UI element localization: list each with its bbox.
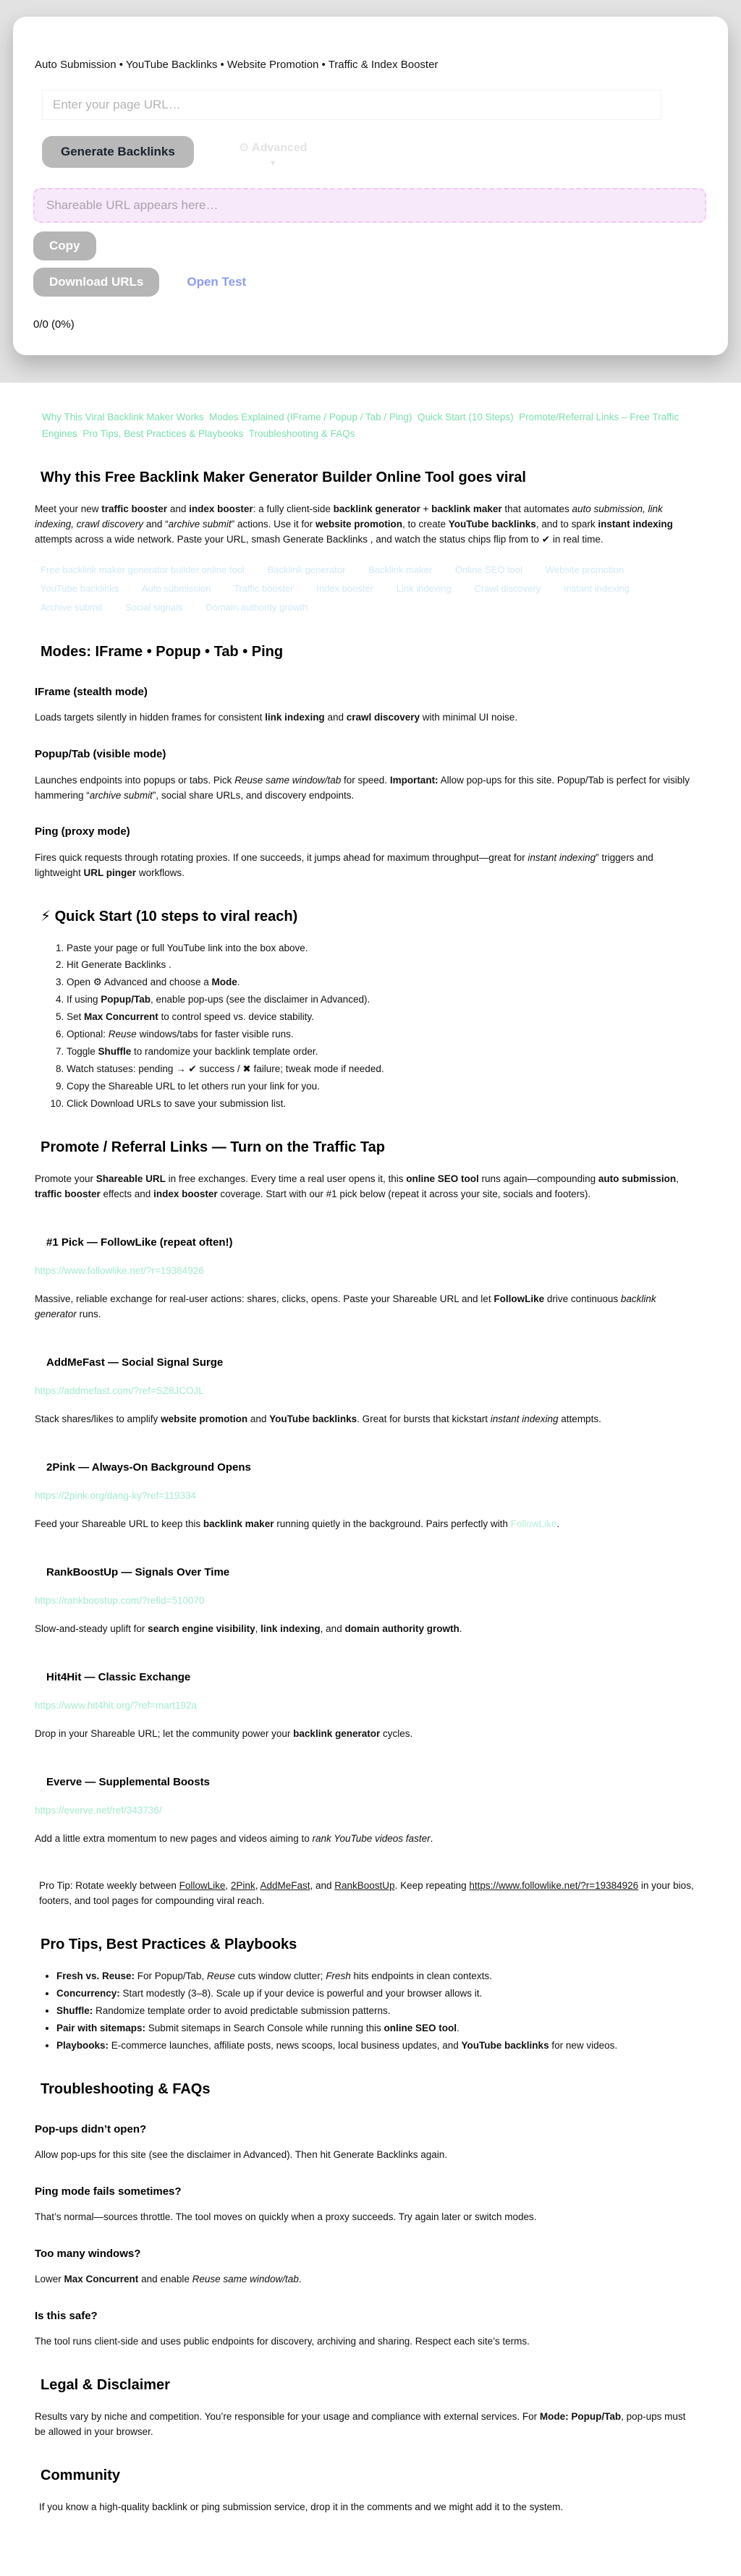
- text-run: with minimal UI noise.: [420, 712, 518, 723]
- referral-heading: #1 Pick — FollowLike (repeat often!): [46, 1236, 233, 1249]
- chevron-down-icon: ▾: [271, 158, 276, 168]
- text-run: Shuffle: [98, 1046, 132, 1058]
- toc-link[interactable]: Why This Viral Backlink Maker Works: [42, 412, 204, 422]
- text-run: website promotion: [161, 1413, 248, 1424]
- text-run: . Great for bursts that kickstart: [357, 1413, 491, 1424]
- text-run: Fresh vs. Reuse:: [56, 1970, 135, 1981]
- text-run: Important:: [389, 774, 439, 786]
- text-run: .: [459, 1623, 462, 1634]
- text-run: For Popup/Tab,: [135, 1970, 207, 1981]
- text-run: ” triggers and lightweight: [35, 851, 653, 878]
- paragraph: [35, 2272, 697, 2287]
- paragraph: [35, 2334, 697, 2350]
- text-run: , and to spark: [535, 519, 598, 530]
- subsection-heading: Ping (proxy mode): [35, 825, 130, 838]
- text-run: coverage. Start with our #1 pick below (repeat it across your site, socials and footers).: [217, 1188, 591, 1199]
- text-run: backlink maker: [203, 1518, 274, 1529]
- tagline: Auto Submission • YouTube Backlinks • Website Promotion • Traffic & Index Booster: [35, 59, 439, 71]
- download-urls-button[interactable]: Download URLs: [33, 268, 159, 297]
- list-item: [56, 2004, 697, 2019]
- subsection-heading: Too many windows?: [35, 2247, 141, 2260]
- paragraph: [35, 2148, 697, 2163]
- list-item: [67, 1079, 697, 1094]
- text-run: archive submit: [89, 789, 153, 801]
- text-run: traffic booster: [35, 1188, 101, 1199]
- text-run: YouTube backlinks: [269, 1413, 357, 1424]
- list-item: [67, 1027, 697, 1042]
- text-run: instant indexing: [528, 851, 596, 863]
- referral-url[interactable]: https://www.hit4hit.org/?ref=mart192a: [35, 1700, 197, 1712]
- text-run: , to create: [402, 519, 449, 530]
- text-run: : a fully client-side: [253, 503, 334, 515]
- text-run: to randomize your backlink template order.: [131, 1046, 318, 1058]
- hero-section: [0, 0, 741, 383]
- backlink-tool-card: [13, 17, 728, 355]
- text-run: Hit Generate Backlinks .: [67, 959, 172, 971]
- quick-start-list: [35, 941, 697, 1112]
- advanced-toggle[interactable]: [239, 136, 308, 168]
- referral-heading: AddMeFast — Social Signal Surge: [46, 1356, 224, 1369]
- generate-backlinks-button[interactable]: Generate Backlinks: [42, 136, 194, 168]
- toc-link[interactable]: Troubleshooting & FAQs: [248, 428, 355, 440]
- keyword-tag: Backlink maker: [368, 564, 433, 576]
- shareable-url-field[interactable]: [33, 188, 706, 223]
- paragraph: [35, 2410, 697, 2440]
- keyword-tag: Auto submission: [141, 582, 211, 594]
- text-run: Playbooks:: [56, 2039, 109, 2051]
- text-run: and “: [143, 519, 169, 530]
- text-run: Reuse: [108, 1029, 137, 1040]
- list-item: [56, 1986, 697, 2002]
- section-heading: Troubleshooting & FAQs: [41, 2080, 211, 2097]
- toc-link[interactable]: Pro Tips, Best Practices & Playbooks: [82, 428, 244, 440]
- text-run: ,: [225, 1880, 231, 1892]
- referral-heading: 2Pink — Always-On Background Opens: [46, 1461, 251, 1474]
- text-run: for speed.: [341, 774, 390, 786]
- text-run: Feed your Shareable URL to keep this: [35, 1518, 203, 1529]
- referral-link-row: [35, 1699, 697, 1714]
- text-run: YouTube backlinks: [461, 2039, 549, 2051]
- text-run: effects and: [100, 1188, 154, 1199]
- inline-link[interactable]: FollowLike: [179, 1880, 226, 1892]
- text-run: link indexing: [261, 1623, 321, 1634]
- section-heading: Modes: IFrame • Popup • Tab • Ping: [41, 644, 284, 660]
- section-heading: Legal & Disclaimer: [41, 2377, 170, 2394]
- text-run: Lower: [35, 2274, 64, 2285]
- text-run: runs.: [76, 1308, 101, 1319]
- list-item: [67, 958, 697, 973]
- paragraph: [35, 2210, 697, 2225]
- paragraph: [35, 1727, 697, 1742]
- text-run: .: [456, 2022, 460, 2033]
- inline-link[interactable]: FollowLike: [510, 1518, 557, 1529]
- text-run: The tool runs client-side and uses public endpoints for discovery, archiving and sharing. Respect each site’s terms.: [35, 2336, 530, 2347]
- inline-link[interactable]: 2Pink: [230, 1880, 255, 1892]
- subsection-heading: Pop-ups didn’t open?: [35, 2122, 147, 2135]
- paragraph: [35, 1832, 697, 1847]
- text-run: hits endpoints in clean contexts.: [350, 1970, 492, 1981]
- text-run: Mode: Popup/Tab: [539, 2411, 622, 2423]
- list-item: [67, 1045, 697, 1060]
- text-run: online SEO tool: [384, 2022, 457, 2033]
- text-run: cycles.: [380, 1728, 413, 1740]
- open-test-link[interactable]: Open Test: [187, 275, 247, 289]
- text-run: Set: [67, 1011, 85, 1023]
- section-heading: Pro Tips, Best Practices & Playbooks: [41, 1936, 297, 1952]
- text-run: index booster: [189, 503, 253, 515]
- referral-heading: Hit4Hit — Classic Exchange: [46, 1670, 191, 1683]
- keyword-tag: Traffic booster: [234, 582, 294, 594]
- section-heading: Why this Free Backlink Maker Generator Builder Online Tool goes viral: [41, 469, 526, 486]
- paragraph: [35, 1172, 697, 1202]
- keyword-tag: Link indexing: [396, 582, 452, 594]
- gear-icon: ⚙: [238, 142, 250, 154]
- referral-link-row: [35, 1489, 697, 1504]
- list-item: [67, 975, 697, 990]
- text-run: Fires quick requests through rotating proxies. If one succeeds, it jumps ahead for maximum throughput—great for: [35, 851, 528, 863]
- keyword-tags: [41, 561, 697, 616]
- text-run: . Keep repeating: [394, 1880, 470, 1892]
- text-run: Stack shares/likes to amplify: [35, 1413, 161, 1424]
- text-run: Optional:: [67, 1029, 109, 1040]
- paragraph: [35, 1412, 697, 1427]
- paragraph: [35, 851, 697, 881]
- text-run: Add a little extra momentum to new pages and videos aiming to: [35, 1833, 313, 1845]
- text-run: Max Concurrent: [64, 2274, 139, 2285]
- list-item: [67, 1062, 697, 1077]
- text-run: for new videos.: [549, 2039, 618, 2051]
- referral-heading: RankBoostUp — Signals Over Time: [46, 1565, 230, 1578]
- text-run: ,: [676, 1173, 679, 1184]
- text-run: Drop in your Shareable URL; let the community power your: [35, 1728, 294, 1740]
- text-run: backlink maker: [431, 503, 502, 515]
- referral-url[interactable]: https://addmefast.com/?ref=SZ8JCOJL: [35, 1385, 204, 1396]
- text-run: cuts window clutter;: [234, 1970, 326, 1981]
- text-run: That’s normal—sources throttle. The tool moves on quickly when a proxy succeeds. Try again later or switch modes.: [35, 2211, 537, 2222]
- list-item: [56, 2021, 697, 2036]
- text-run: instant indexing: [598, 519, 673, 530]
- actions-row: [42, 136, 706, 168]
- text-run: in free exchanges. Every time a real user opens it, this: [165, 1173, 407, 1184]
- text-run: , pop-ups must be allowed in your browser.: [35, 2411, 686, 2438]
- referral-url[interactable]: https://rankboostup.com/?refid=510070: [35, 1595, 205, 1607]
- text-run: URL pinger: [83, 867, 137, 878]
- section-heading: Community: [41, 2467, 120, 2484]
- content-section: [0, 383, 741, 2576]
- text-run: online SEO tool: [406, 1173, 479, 1184]
- subsection-heading: Ping mode fails sometimes?: [35, 2185, 182, 2198]
- article-body: [35, 467, 697, 2515]
- paragraph: [35, 1517, 697, 1532]
- text-run: runs again—compounding: [478, 1173, 598, 1184]
- paragraph: [35, 710, 697, 726]
- subsection-heading: Is this safe?: [35, 2310, 98, 2323]
- referral-link-row: [35, 1384, 697, 1399]
- text-run: in your bios, footers, and tool pages for compounding viral reach.: [39, 1880, 694, 1907]
- text-run: Popup/Tab: [101, 994, 151, 1006]
- text-run: traffic booster: [101, 503, 168, 515]
- text-run: and: [247, 1413, 270, 1424]
- download-row: [33, 268, 706, 297]
- text-run: domain authority growth: [344, 1623, 460, 1634]
- text-run: instant indexing: [490, 1413, 559, 1424]
- text-run: Click Download URLs to save your submission list.: [67, 1097, 287, 1109]
- text-run: .: [298, 2274, 302, 2285]
- text-run: Copy the Shareable URL to let others run your link for you.: [67, 1080, 320, 1092]
- text-run: Randomize template order to avoid predictable submission patterns.: [93, 2005, 391, 2016]
- text-run: Open ⚙ Advanced and choose a: [67, 977, 212, 988]
- paragraph: [35, 1622, 697, 1637]
- text-run: auto submission, link indexing, crawl discovery: [35, 503, 663, 530]
- keyword-tag: Archive submit: [41, 601, 103, 613]
- text-run: Fresh: [326, 1970, 351, 1981]
- text-run: Start modestly (3–8). Scale up if your device is powerful and your browser allows it.: [119, 1987, 483, 1999]
- text-run: , enable pop-ups (see the disclaimer in Advanced).: [151, 994, 370, 1006]
- text-run: Meet your new: [35, 503, 102, 515]
- referral-url[interactable]: https://everve.net/ref/343736/: [35, 1805, 162, 1816]
- text-run: ”, social share URLs, and discovery endpoints.: [152, 789, 355, 801]
- keyword-tag: Online SEO tool: [454, 564, 523, 576]
- text-run: Watch statuses: pending → ✔ success / ✖ failure; tweak mode if needed.: [67, 1063, 384, 1075]
- text-run: YouTube backlinks: [448, 519, 536, 530]
- text-run: Pair with sitemaps:: [56, 2022, 146, 2033]
- subsection-heading: Popup/Tab (visible mode): [35, 748, 166, 761]
- text-run: If using: [67, 994, 101, 1006]
- paragraph: [35, 502, 697, 548]
- text-run: Launches endpoints into popups or tabs. Pick: [35, 774, 235, 786]
- page-url-input[interactable]: [42, 90, 661, 120]
- advanced-label: Advanced: [252, 142, 308, 154]
- text-run: that automates: [501, 503, 572, 515]
- list-item: [67, 1097, 697, 1112]
- text-run: and: [167, 503, 190, 515]
- list-item: [56, 1969, 697, 1984]
- pro-tip: [39, 1879, 697, 1909]
- text-run: Toggle: [67, 1046, 98, 1058]
- text-run: Reuse same window/tab: [234, 774, 342, 786]
- inline-link[interactable]: AddMeFast: [260, 1880, 310, 1892]
- text-run: windows/tabs for faster visible runs.: [136, 1029, 294, 1040]
- list-item: [67, 992, 697, 1008]
- text-run: Pro Tip: Rotate weekly between: [39, 1880, 179, 1892]
- text-run: Paste your page or full YouTube link into the box above.: [67, 942, 308, 953]
- keyword-tag: Backlink generator: [267, 564, 346, 576]
- text-run: Shareable URL: [96, 1173, 166, 1184]
- section-heading: ⚡ Quick Start (10 steps to viral reach): [41, 908, 298, 924]
- text-run: rank YouTube videos faster: [312, 1833, 431, 1845]
- text-run: , and: [320, 1623, 345, 1634]
- toc: [35, 409, 698, 442]
- toc-link[interactable]: Promote/Referral Links – Free Traffic Engines: [42, 412, 679, 440]
- text-run: Submit sitemaps in Search Console while running this: [145, 2022, 384, 2033]
- text-run: attempts.: [558, 1413, 601, 1424]
- keyword-tag: Domain authority growth: [206, 601, 308, 613]
- keyword-tag: Instant indexing: [563, 582, 630, 594]
- text-run: Mode: [211, 977, 237, 988]
- text-run: archive submit: [168, 519, 232, 530]
- toc-link[interactable]: Modes Explained (IFrame / Popup / Tab / Ping): [209, 412, 412, 422]
- text-run: Concurrency:: [56, 1987, 120, 1999]
- text-run: Allow pop-ups for this site (see the disclaimer in Advanced). Then hit Generate Backlinks again.: [35, 2148, 448, 2160]
- text-run: Massive, reliable exchange for real-user actions: shares, clicks, opens. Paste your Shareable URL and let: [35, 1293, 494, 1304]
- text-run: running quietly in the background. Pairs perfectly with: [274, 1518, 511, 1529]
- inline-link[interactable]: RankBoostUp: [334, 1880, 395, 1892]
- referral-heading: Everve — Supplemental Boosts: [46, 1776, 210, 1789]
- keyword-tag: Crawl discovery: [474, 582, 541, 594]
- text-run: to control speed vs. device stability.: [158, 1011, 314, 1023]
- text-run: search engine visibility: [148, 1623, 255, 1634]
- text-run: Reuse: [206, 1970, 235, 1981]
- text-run: attempts across a wide network. Paste your URL, smash Generate Backlinks , and watch the status chips flip from to ✔ in real time.: [35, 534, 604, 545]
- text-run: If you know a high-quality backlink or ping submission service, drop it in the comments and we might add it to the system.: [39, 2501, 564, 2513]
- referral-link-row: [35, 1264, 697, 1279]
- keyword-tag: Index booster: [316, 582, 374, 594]
- text-run: Reuse same window/tab: [192, 2274, 299, 2285]
- text-run: link indexing: [265, 712, 325, 723]
- list-item: [67, 1010, 697, 1025]
- paragraph: [35, 1292, 697, 1322]
- referral-link-row: [35, 1594, 697, 1609]
- inline-link[interactable]: https://www.followlike.net/?r=19384926: [469, 1880, 639, 1892]
- list-item: [67, 941, 697, 956]
- text-run: backlink generator: [333, 503, 420, 515]
- text-run: index booster: [153, 1188, 218, 1199]
- text-run: backlink generator: [35, 1293, 656, 1319]
- copy-button[interactable]: Copy: [33, 231, 96, 260]
- paragraph: [35, 773, 697, 804]
- keyword-tag: YouTube backlinks: [41, 582, 119, 594]
- text-run: workflows.: [136, 867, 185, 878]
- text-run: Promote your: [35, 1173, 96, 1184]
- text-run: backlink generator: [293, 1728, 381, 1740]
- subsection-heading: IFrame (stealth mode): [35, 686, 148, 699]
- text-run: auto submission: [598, 1173, 677, 1184]
- text-run: drive continuous: [544, 1293, 621, 1304]
- text-run: FollowLike: [494, 1293, 545, 1304]
- text-run: .: [430, 1833, 433, 1845]
- keyword-tag: Free backlink maker generator builder online tool: [41, 564, 245, 576]
- text-run: and: [324, 712, 347, 723]
- text-run: E-commerce launches, affiliate posts, news scoops, local business updates, and: [109, 2039, 462, 2051]
- text-run: Allow pop-ups for this site. Popup/Tab is perfect for visibly hammering “: [35, 774, 690, 801]
- text-run: crawl discovery: [346, 712, 420, 723]
- referral-url[interactable]: https://www.followlike.net/?r=19384926: [35, 1264, 204, 1276]
- copy-row: [33, 231, 706, 260]
- text-run: Loads targets silently in hidden frames for consistent: [35, 712, 266, 723]
- paragraph: [39, 2500, 697, 2515]
- text-run: , and: [310, 1880, 335, 1892]
- text-run: Shuffle:: [56, 2005, 93, 2016]
- tips-list: [35, 1969, 697, 2054]
- text-run: and enable: [138, 2274, 192, 2285]
- text-run: Slow-and-steady uplift for: [35, 1623, 148, 1634]
- progress-status: 0/0 (0%): [33, 318, 75, 331]
- keyword-tag: Website promotion: [545, 564, 624, 576]
- toc-link[interactable]: Quick Start (10 Steps): [417, 412, 514, 422]
- text-run: .: [237, 977, 240, 988]
- text-run: ,: [255, 1880, 261, 1892]
- text-run: +: [420, 503, 432, 515]
- list-item: [56, 2039, 697, 2054]
- referral-url[interactable]: https://2pink.org/dang-ky?ref=119334: [35, 1489, 197, 1501]
- text-run: ,: [255, 1623, 261, 1634]
- keyword-tag: Social signals: [125, 601, 183, 613]
- text-run: Max Concurrent: [84, 1011, 158, 1023]
- text-run: .: [556, 1518, 560, 1529]
- section-heading: Promote / Referral Links — Turn on the Traffic Tap: [41, 1139, 385, 1155]
- text-run: ” actions. Use it for: [231, 519, 316, 530]
- referral-link-row: [35, 1803, 697, 1819]
- text-run: website promotion: [315, 519, 402, 530]
- text-run: Results vary by niche and competition. You’re responsible for your usage and compliance with external services. For: [35, 2411, 540, 2423]
